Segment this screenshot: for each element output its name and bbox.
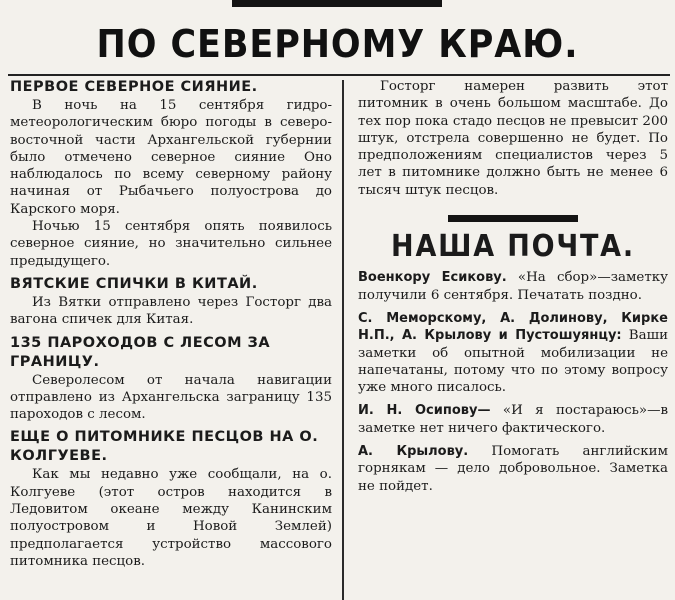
mail-recipient: С. Меморскому, А. Долинову, Кирке Н.П., А. Крылову и Пустошуянцу: [358,310,668,344]
article-paragraph: В ночь на 15 сентября гидро-метеорологическим бюро погоды в северо-восточной части Архангельской губернии было отмечено северное сияние Оно наблюдалось по всему северному району начиная от Рыбачьего полуострова до Карского моря. [10,98,332,217]
mail-recipient: И. Н. Осипову— [358,403,491,419]
article-title: 135 ПАРОХОДОВ С ЛЕСОМ ЗА ГРАНИЦУ. [10,334,271,370]
article-fox-nursery [10,428,332,570]
mail-item [358,310,668,396]
article-title: ЕЩЕ О ПИТОМНИКЕ ПЕСЦОВ НА О. КОЛГУЕВЕ. [10,429,319,465]
article-paragraph: Ночью 15 сентября опять появилось северное сияние, но значительно сильнее предыдущего. [10,219,332,269]
article-paragraph: Как мы недавно уже сообщали, на о. Колгуеве (этот остров находится в Ледовитом океане между Канинским полуостровом и Новой Землей) предполагается устройство массового питомника песцов. [10,467,332,569]
mail-text: Помогать английским горнякам — дело добровольное. Заметка не пойдет. [358,444,668,494]
mail-recipient: Военкору Есикову. [358,270,507,286]
article-title: ПЕРВОЕ СЕВЕРНОЕ СИЯНИЕ. [10,79,258,95]
mail-item [358,402,668,437]
continuation-paragraph: Госторг намерен развить этот питомник в очень большом масштабе. До тех пор пока стадо песцов не превысит 200 штук, отстрела совершенно не будет. По предположениям специалистов через 5 лет в питомнике должно быть не менее 6 тысяч штук песцов. [358,79,668,198]
mail-text: Ваши заметки об опытной мобилизации не напечатаны, потому что по этому вопросу уже много писалось. [358,328,668,396]
column-divider [342,80,344,600]
headline-rule [8,74,670,76]
mail-item [358,443,668,495]
top-decorative-bar [232,0,442,7]
article-steamships [10,334,332,424]
mail-text: «И я постараюсь»—в заметке нет ничего фактического. [358,403,668,436]
page-headline: ПО СЕВЕРНОМУ КРАЮ. [96,22,579,66]
mail-section-title: НАША ПОЧТА. [391,229,635,265]
article-northern-lights [10,78,332,270]
mail-recipient: А. Крылову. [358,444,469,460]
mail-text: «На сбор»—заметку получили 6 сентября. Печатать поздно. [358,270,668,303]
section-divider-bar [448,215,578,222]
mail-item [358,269,668,304]
article-matches [10,275,332,329]
right-column [358,78,668,501]
article-paragraph: Северолесом от начала навигации отправлено из Архангельска заграницу 135 пароходов с лесом. [10,372,332,423]
article-title: ВЯТСКИЕ СПИЧКИ В КИТАЙ. [10,275,258,292]
article-paragraph: Из Вятки отправлено через Госторг два вагона спичек для Китая. [10,294,332,328]
left-column [10,78,332,570]
